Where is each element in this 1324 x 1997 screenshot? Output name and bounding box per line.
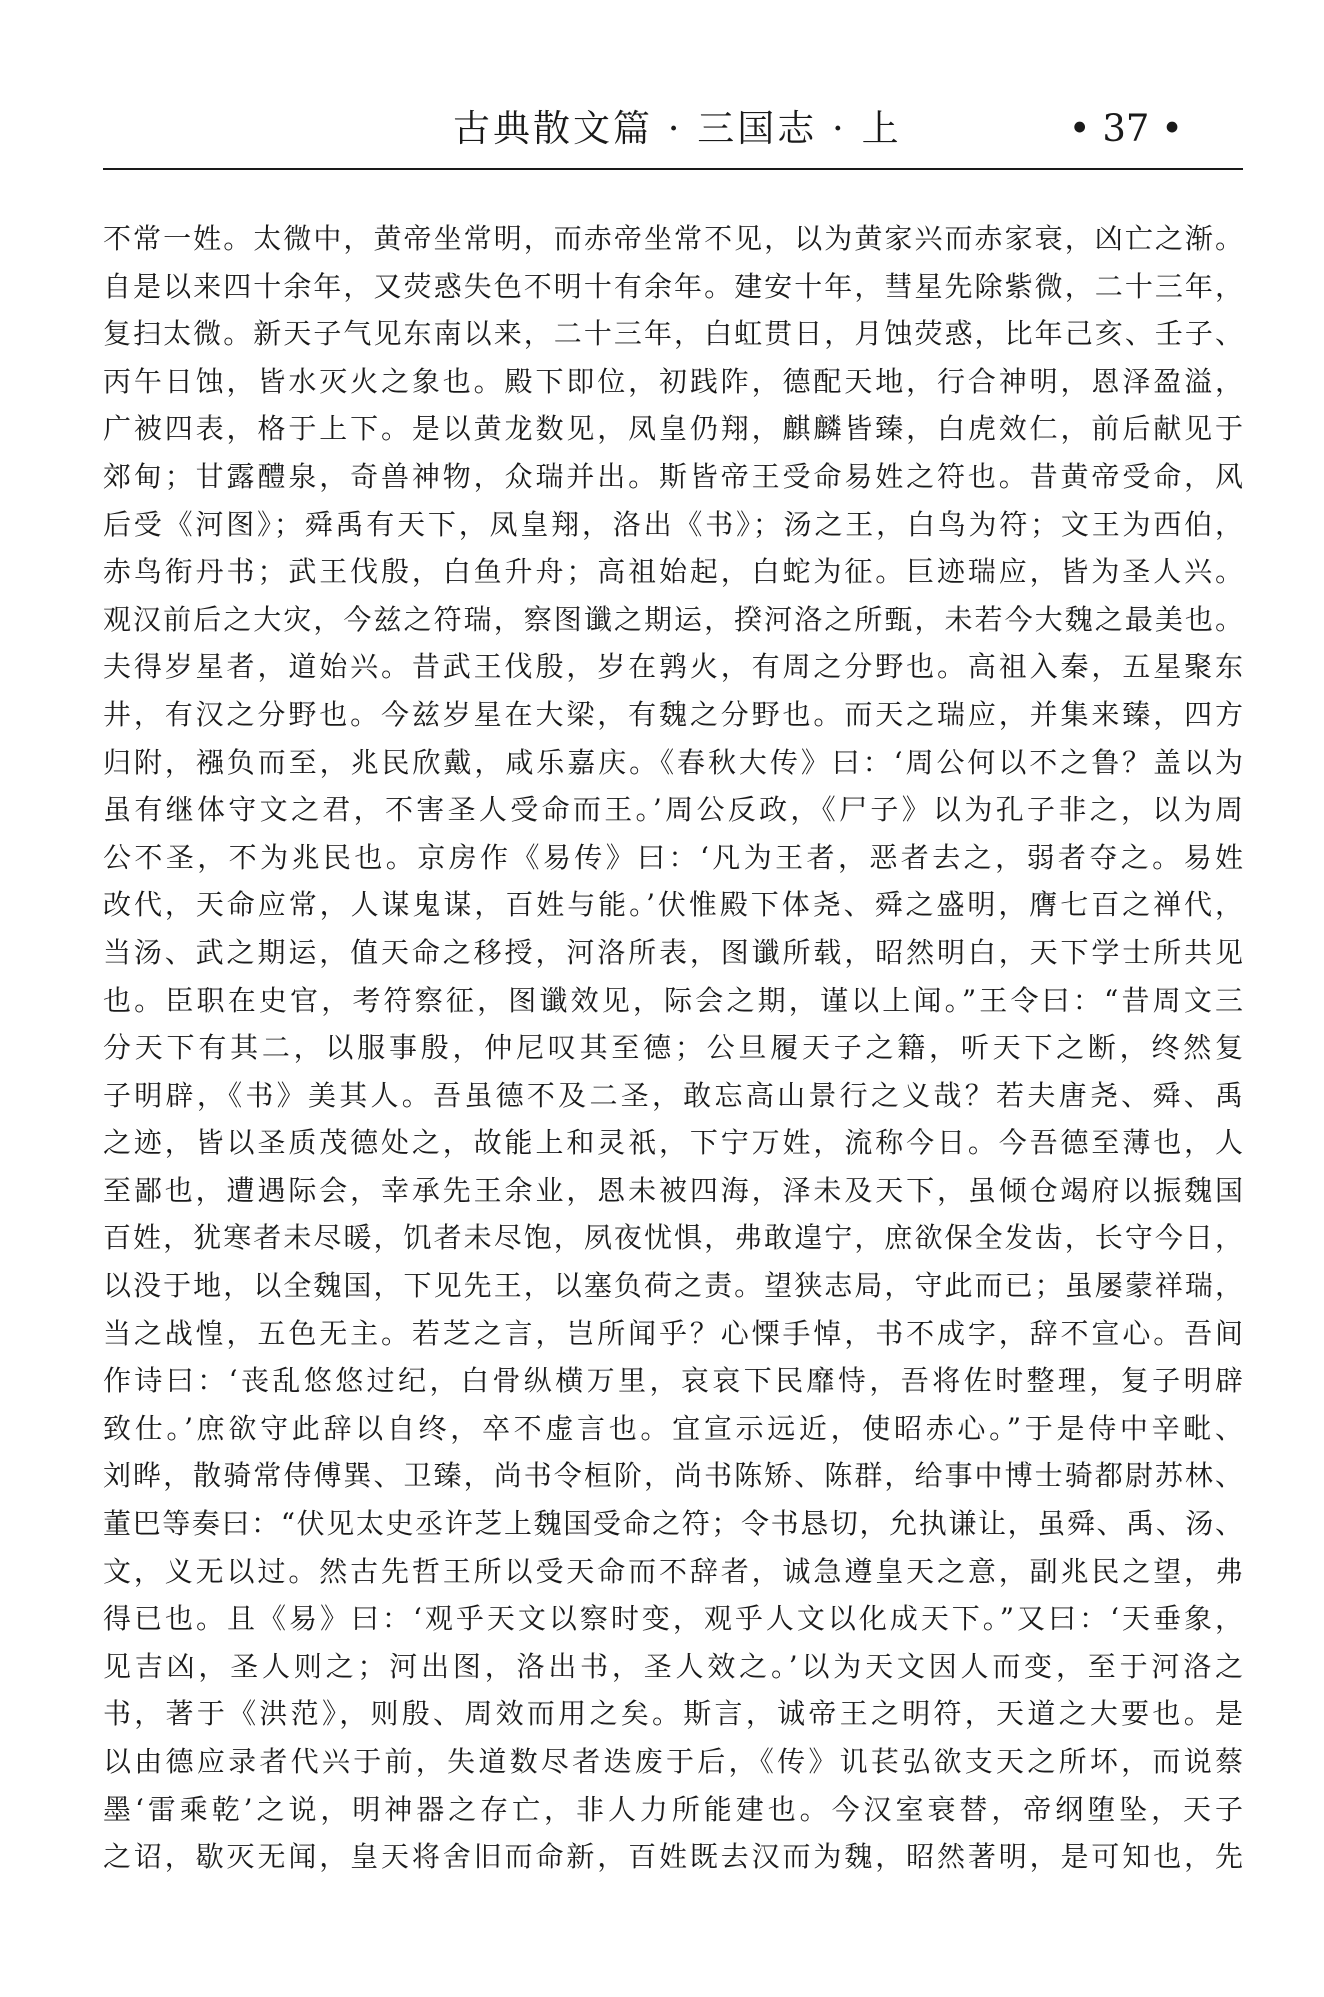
header-rule — [103, 168, 1243, 170]
text-line: 文，义无以过。然古先哲王所以受天命而不辞者，诚急遵皇天之意，副兆民之望，弗 — [103, 1554, 1243, 1588]
text-line: 当之战惶，五色无主。若芝之言，岂所闻乎？心慄手悼，书不成字，辞不宣心。吾间 — [103, 1316, 1243, 1350]
text-line: 郊甸；甘露醴泉，奇兽神物，众瑞并出。斯皆帝王受命易姓之符也。昔黄帝受命，风 — [103, 459, 1243, 493]
text-line: 百姓，犹寒者未尽暖，饥者未尽饱，夙夜忧惧，弗敢遑宁，庶欲保全发齿，长守今日， — [103, 1221, 1243, 1255]
text-line: 归附，襁负而至，兆民欣戴，咸乐嘉庆。《春秋大传》曰：‘周公何以不之鲁？盖以为 — [103, 745, 1243, 779]
page-number: • 37 • — [1068, 107, 1183, 150]
text-line: 董巴等奏曰：“伏见太史丞许芝上魏国受命之符；令书恳切，允执谦让，虽舜、禹、汤、 — [103, 1507, 1243, 1541]
text-line: 之诏，歇灭无闻，皇天将舍旧而命新，百姓既去汉而为魏，昭然著明，是可知也，先 — [103, 1840, 1243, 1874]
text-line: 得已也。且《易》曰：‘观乎天文以察时变，观乎人文以化成天下。”又曰：‘天垂象， — [103, 1602, 1243, 1636]
text-line: 不常一姓。太微中，黄帝坐常明，而赤帝坐常不见，以为黄家兴而赤家衰，凶亡之渐。 — [103, 222, 1243, 255]
text-line: 致仕。’庶欲守此辞以自终，卒不虚言也。宜宣示远近，使昭赤心。”于是侍中辛毗、 — [103, 1411, 1243, 1445]
text-line: 见吉凶，圣人则之；河出图，洛出书，圣人效之。’以为天文因人而变，至于河洛之 — [103, 1649, 1243, 1683]
running-title: 古典散文篇 · 三国志 · 上 — [453, 107, 902, 150]
text-line: 之迹，皆以圣质茂德处之，故能上和灵祇，下宁万姓，流称今日。今吾德至薄也，人 — [103, 1126, 1243, 1160]
text-line: 丙午日蚀，皆水灭火之象也。殿下即位，初践阼，德配天地，行合神明，恩泽盈溢， — [103, 364, 1243, 398]
text-line: 以没于地，以全魏国，下见先王，以塞负荷之责。望狭志局，守此而已；虽屡蒙祥瑞， — [103, 1269, 1243, 1303]
text-line: 墨‘雷乘乾’之说，明神器之存亡，非人力所能建也。今汉室衰替，帝纲堕坠，天子 — [103, 1792, 1243, 1826]
text-line: 刘晔，散骑常侍傅巽、卫臻，尚书令桓阶，尚书陈矫、陈群，给事中博士骑都尉苏林、 — [103, 1459, 1243, 1493]
text-line: 夫得岁星者，道始兴。昔武王伐殷，岁在鹑火，有周之分野也。高祖入秦，五星聚东 — [103, 650, 1243, 684]
text-line: 公不圣，不为兆民也。京房作《易传》曰：‘凡为王者，恶者去之，弱者夺之。易姓 — [103, 840, 1243, 874]
text-line: 改代，天命应常，人谋鬼谋，百姓与能。’伏惟殿下体尧、舜之盛明，膺七百之禅代， — [103, 888, 1243, 922]
text-line: 井，有汉之分野也。今兹岁星在大梁，有魏之分野也。而天之瑞应，并集来臻，四方 — [103, 697, 1243, 731]
text-line: 以由德应录者代兴于前，失道数尽者迭废于后，《传》讥苌弘欲支天之所坏，而说蔡 — [103, 1745, 1243, 1778]
text-line: 也。臣职在史官，考符察征，图谶效见，际会之期，谨以上闻。”王令曰：“昔周文三 — [103, 983, 1243, 1017]
text-line: 作诗曰：‘丧乱悠悠过纪，白骨纵横万里，哀哀下民靡恃，吾将佐时整理，复子明辟 — [103, 1364, 1243, 1398]
text-line: 当汤、武之期运，值天命之移授，河洛所表，图谶所载，昭然明白，天下学士所共见 — [103, 935, 1243, 969]
text-line: 子明辟，《书》美其人。吾虽德不及二圣，敢忘高山景行之义哉？若夫唐尧、舜、禹 — [103, 1078, 1243, 1112]
body-text — [103, 215, 1243, 1881]
text-line: 后受《河图》；舜禹有天下，凤皇翔，洛出《书》；汤之王，白鸟为符；文王为西伯， — [103, 507, 1243, 541]
text-line: 复扫太微。新天子气见东南以来，二十三年，白虹贯日，月蚀荧惑，比年己亥、壬子、 — [103, 317, 1243, 351]
text-line: 赤鸟衔丹书；武王伐殷，白鱼升舟；高祖始起，白蛇为征。巨迹瑞应，皆为圣人兴。 — [103, 555, 1243, 589]
text-line: 书，著于《洪范》，则殷、周效而用之矣。斯言，诚帝王之明符，天道之大要也。是 — [103, 1697, 1243, 1731]
text-line: 广被四表，格于上下。是以黄龙数见，凤皇仍翔，麒麟皆臻，白虎效仁，前后献见于 — [103, 412, 1243, 446]
text-line: 至鄙也，遭遇际会，幸承先王余业，恩未被四海，泽未及天下，虽倾仓竭府以振魏国 — [103, 1173, 1243, 1207]
text-line: 虽有继体守文之君，不害圣人受命而王。’周公反政，《尸子》以为孔子非之，以为周 — [103, 793, 1243, 827]
text-line: 自是以来四十余年，又荧惑失色不明十有余年。建安十年，彗星先除紫微，二十三年， — [103, 269, 1243, 303]
running-header — [103, 92, 1243, 172]
text-line: 分天下有其二，以服事殷，仲尼叹其至德；公旦履天子之籍，听天下之断，终然复 — [103, 1031, 1243, 1065]
text-line: 观汉前后之大灾，今兹之符瑞，察图谶之期运，揆河洛之所甄，未若今大魏之最美也。 — [103, 602, 1243, 636]
